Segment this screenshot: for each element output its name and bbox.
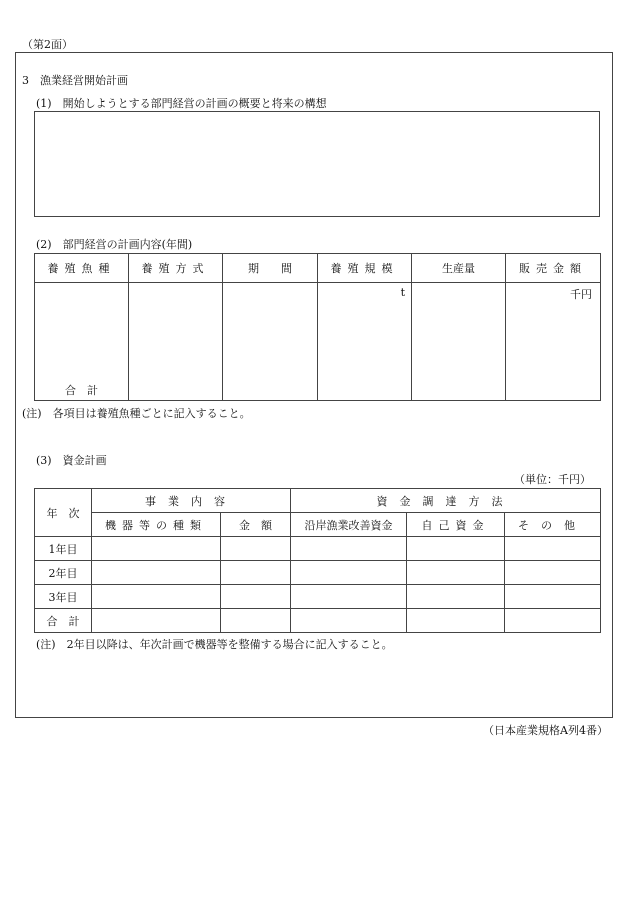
row-year1: 1年目 <box>35 537 92 561</box>
unit-sales: 千円 <box>570 288 592 301</box>
page-label: （第2面） <box>22 38 73 51</box>
species-cell[interactable] <box>35 283 129 401</box>
note2: (注) 各項目は養殖魚種ごとに記入すること。 <box>22 407 251 420</box>
cell-input[interactable] <box>92 537 221 561</box>
cell-input[interactable] <box>291 585 407 609</box>
unit-scale: t <box>400 286 405 299</box>
header-production: 生産量 <box>412 254 506 283</box>
cell-input[interactable] <box>92 585 221 609</box>
cell-input[interactable] <box>291 537 407 561</box>
header-period: 期 間 <box>223 254 318 283</box>
row-year2: 2年目 <box>35 561 92 585</box>
header-method: 養殖方式 <box>129 254 223 283</box>
section3-title: 3 漁業経営開始計画 <box>22 74 128 87</box>
cell-input[interactable] <box>505 537 601 561</box>
cell-input[interactable] <box>505 561 601 585</box>
period-cell[interactable] <box>223 283 318 401</box>
overview-input-box[interactable] <box>34 111 600 217</box>
header-scale: 養殖規模 <box>318 254 412 283</box>
cell-input[interactable] <box>505 609 601 633</box>
cell-input[interactable] <box>407 537 505 561</box>
sales-cell[interactable] <box>506 283 601 401</box>
sub2-title: (2) 部門経営の計画内容(年間) <box>36 238 193 251</box>
cell-input[interactable] <box>407 609 505 633</box>
plan-content-table <box>34 253 601 401</box>
cell-input[interactable] <box>407 561 505 585</box>
own-fund-header: 自己資金 <box>407 513 505 537</box>
footer-standard: （日本産業規格A列4番） <box>483 724 608 737</box>
cell-input[interactable] <box>221 585 291 609</box>
cell-input[interactable] <box>92 561 221 585</box>
cell-input[interactable] <box>291 561 407 585</box>
production-cell[interactable] <box>412 283 506 401</box>
cell-input[interactable] <box>291 609 407 633</box>
total-label: 合 計 <box>65 384 98 397</box>
coastal-fund-header: 沿岸漁業改善資金 <box>291 513 407 537</box>
sub3-title: (3) 資金計画 <box>36 454 107 467</box>
unit-note: （単位：千円） <box>514 473 591 486</box>
other-header: その他 <box>505 513 601 537</box>
cell-input[interactable] <box>221 561 291 585</box>
method-cell[interactable] <box>129 283 223 401</box>
cell-input[interactable] <box>221 537 291 561</box>
business-content-header: 事業内容 <box>92 489 291 513</box>
cell-input[interactable] <box>407 585 505 609</box>
funding-plan-table <box>34 488 601 633</box>
note3: (注) 2年目以降は、年次計画で機器等を整備する場合に記入すること。 <box>36 638 393 651</box>
amount-header: 金 額 <box>221 513 291 537</box>
row-total: 合 計 <box>35 609 92 633</box>
scale-cell[interactable] <box>318 283 412 401</box>
cell-input[interactable] <box>92 609 221 633</box>
row-year3: 3年目 <box>35 585 92 609</box>
year-header: 年 次 <box>35 489 92 537</box>
cell-input[interactable] <box>505 585 601 609</box>
funding-method-header: 資金調達方法 <box>291 489 601 513</box>
sub1-title: (1) 開始しようとする部門経営の計画の概要と将来の構想 <box>36 97 327 110</box>
cell-input[interactable] <box>221 609 291 633</box>
equipment-type-header: 機器等の種類 <box>92 513 221 537</box>
header-species: 養殖魚種 <box>35 254 129 283</box>
header-sales: 販売金額 <box>506 254 601 283</box>
